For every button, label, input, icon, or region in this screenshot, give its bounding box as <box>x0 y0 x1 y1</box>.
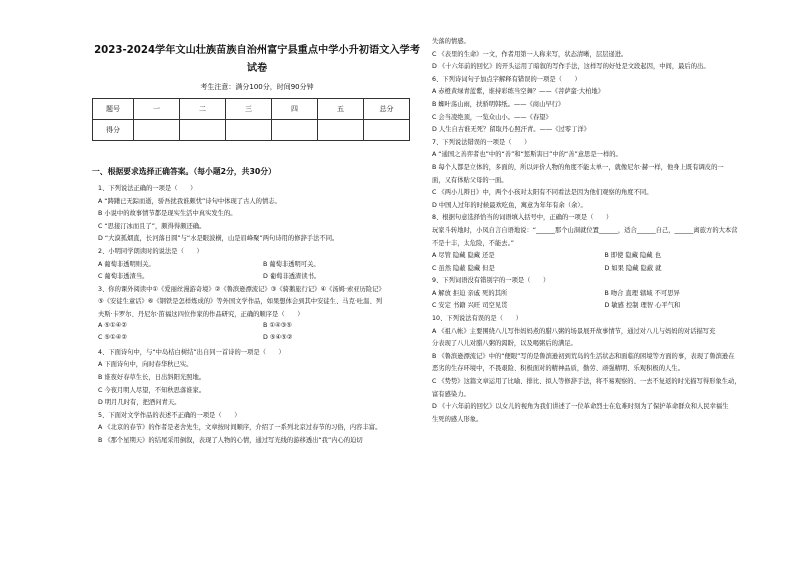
question-line: A “踌躇已无踪而逝，骄吾扰我谁颇忧”诗句中体现了古人的情志。 <box>98 197 281 205</box>
question-line: 玩家斗转地时，小凤自言自语地说：“______那个山洞就位置______，适合______自己，______离旅方的大本营 <box>432 226 738 234</box>
option: A 葡萄非透明则关。 <box>98 260 155 268</box>
option: A 尽管 隐藏 隐藏 还是 <box>432 252 495 260</box>
question-line: 6、下列诗词句子加点字解释有错误的一项是（ ） <box>432 75 581 83</box>
left-questions <box>98 183 428 447</box>
question-line: A 《北京的春节》的作者是老舍先生，文章按时间顺序，介绍了一系列北京过春节的习俗，内容丰富。 <box>98 424 382 432</box>
question-line: B 每个人都是立体的，多面的，所以评价人物的角度不能太单一，就像尼尔·赫一样，他身上既有调皮的一 <box>432 163 724 171</box>
question-line: 分表现了八儿对腊八粥的渴盼，以及喝粥后的满足。 <box>432 340 577 348</box>
option-row <box>432 288 777 301</box>
score-header-cell: 五 <box>318 99 364 120</box>
question-line: 不是十丰，太危险，不能去。” <box>432 239 514 247</box>
question-line: 10、下列说法有误的是（ ） <box>432 315 522 323</box>
question-line: C 今夜月明人尽望，不知秋思落谁家。 <box>98 386 206 394</box>
score-row-label: 得分 <box>93 120 134 141</box>
question-line: ⑤《安徒生童话》⑥《钢铁是怎样炼成的》等外国文学作品，如果想体会到其中安徒生、马克·吐温、列 <box>98 298 383 306</box>
question-line: 9、下列词语没有错别字的一项是（ ） <box>432 277 550 285</box>
option: B 葡萄非透明可关。 <box>263 260 320 268</box>
question-line: A 下面诗句中，向时春华秋已实。 <box>98 361 193 369</box>
option: C 葡萄非透渣当。 <box>98 273 149 281</box>
score-value-row <box>93 120 410 141</box>
option-row <box>98 271 428 284</box>
option: C 虽然 隐蔽 隐藏 但是 <box>432 264 495 272</box>
score-header-cell: 二 <box>180 99 226 120</box>
question-line: D 明月几时有，把酒问青天。 <box>98 399 181 407</box>
option: D 敏感 控制 理智 心平气和 <box>604 302 681 310</box>
score-cell[interactable] <box>318 120 364 141</box>
question-line: 面，又有体贴父母的一面。 <box>432 176 508 184</box>
score-header-cell: 总分 <box>364 99 410 120</box>
question-line: C 《表里的生命》一文，作者用第一人称来写，状态清晰，层层递进。 <box>432 50 628 58</box>
question-line: D 人生自古谁无死？留取丹心照汗青。——《过零丁洋》 <box>432 126 590 134</box>
question-line: B 蜘叶荡山雨，扶骄明韩纸。——《商山早行》 <box>432 100 565 108</box>
option-row <box>98 322 428 335</box>
option: B ①④③⑤ <box>263 321 292 329</box>
question-line: 恶劣的生存环境中，不畏艰险、积极面对的精神品质，勤劳、顽强精明、乐观积极的人生。 <box>432 365 684 373</box>
question-line: 失落的情感。 <box>432 38 470 45</box>
question-line: C “思接汀冰而且了”，颇得得颇还确。 <box>98 222 206 230</box>
option: D 如果 隐藏 隐蔽 就 <box>604 264 662 272</box>
question-line: B 谁夜好春草生长，日出斜阳光照地。 <box>98 373 206 381</box>
question-line: 8、根据句意选择恰当的词语填入括号中，正确的一项是（ ） <box>432 214 613 222</box>
question-line: 富有感染力。 <box>432 390 470 398</box>
option-row <box>432 300 777 313</box>
question-line: 7、下列说法错误的一项是（ ） <box>432 138 531 146</box>
option-row <box>432 263 777 276</box>
option-row <box>432 250 777 263</box>
score-header-cell: 题号 <box>93 99 134 120</box>
option-row <box>98 334 428 347</box>
option: C 安定 书籍 兴旺 司空见贯 <box>432 302 508 310</box>
score-table <box>92 98 410 141</box>
question-line: C 《两小儿辩日》中，两个小孩对太阳有不同看法是因为他们观察的角度不同。 <box>432 189 653 197</box>
question-line: A 赤橙黄绿青蓝紫，谁持彩练当空舞？——《菩萨蛮·大柏地》 <box>432 88 605 96</box>
score-header-row <box>93 99 410 120</box>
score-header-cell: 四 <box>272 99 318 120</box>
score-cell[interactable] <box>134 120 180 141</box>
question-line: 4、下面诗句中，与“中岛桔白树结”出自同一首诗的一项是（ ） <box>98 348 285 356</box>
option-row <box>98 259 428 272</box>
section-heading: 一、根据要求选择正确答案。（每小题2分，共30分） <box>92 167 276 176</box>
question-line: 1、下列说法正确的一项是（ ） <box>98 185 197 192</box>
question-line: B 《鲁滨逊漂流记》中的“便眼”写的是鲁滨逊初到荒岛的生活状态和面临的困境等方面的事，表现了鲁滨逊在 <box>432 352 735 360</box>
question-line: A “通国之善弈者也”中的“善”和“惩斯害曰”中的“善”意思是一样的。 <box>432 151 622 159</box>
right-questions <box>432 36 777 426</box>
question-line: 夫斯·卡罗尔、丹尼尔·笛福这四位作家的作品研究，正确的顺序是（ ） <box>98 310 304 318</box>
question-line: B 小说中的故事情节都是现实生活中真实发生的。 <box>98 210 237 218</box>
option: D ⑤④⑤② <box>263 334 293 342</box>
question-line: A 《祖八帐》主要围绕八儿写作妈妈煮的腊八粥的场景展开故事情节，通过对八儿与妈妈的对话描写充 <box>432 327 716 335</box>
question-line: D 《十六年前的回忆》以女儿的视角为我们讲述了一位革命烈士在危难时刻为了保护革命群众和人民幸福生 <box>432 403 729 411</box>
question-line: D 中国人过年的时候最欢吃鱼，寓意为年年有余（余）。 <box>432 201 587 209</box>
score-cell[interactable] <box>272 120 318 141</box>
question-line: C 会当凌绝顶，一览众山小。——《春望》 <box>432 113 552 121</box>
question-line: B 《那个星期天》的结尾采用倒叙，表现了人物的心情，通过写光线的游移透出“我”内心的迫切 <box>98 436 363 444</box>
question-line: 5、下面对文学作品的表述不正确的一项是（ ） <box>98 411 241 419</box>
score-cell[interactable] <box>364 120 410 141</box>
option: C ⑤①④② <box>98 334 127 342</box>
option: D 葡萄非透渣读书。 <box>263 273 321 281</box>
option: B 即使 隐藏 隐藏 也 <box>604 252 661 260</box>
exam-note: 考生注意：满分100分，时间90分钟 <box>200 83 314 91</box>
score-header-cell: 三 <box>226 99 272 120</box>
option: A ⑤①④② <box>98 321 127 329</box>
question-line: C 《势势》这篇文章运用了比喻、排比、拟人等修辞手法，将不易观察的、一去不复返的时光描写得形象生动， <box>432 378 741 386</box>
question-line: 生死的感人形象。 <box>432 415 483 423</box>
question-line: D 《十六年前的回忆》的开头运用了暗叙的写作手法，这样写的好处是文段起因，中间，最后的出。 <box>432 63 710 71</box>
option: A 解放 拒迫 亲戚 死的其所 <box>432 289 508 297</box>
score-cell[interactable] <box>226 120 272 141</box>
option: B 吻合 直理 辖域 不可思异 <box>604 289 680 297</box>
question-line: D “大漠孤烟直，长河落日圆”与“水是眼波横，山是眉峰聚”两句诗用的修辞手法不同。 <box>98 235 339 243</box>
question-line: 2、小明同学朗读时的说法是（ ） <box>98 247 203 255</box>
score-cell[interactable] <box>180 120 226 141</box>
exam-title: 2023-2024学年文山壮族苗族自治州富宁县重点中学小升初语文入学考试卷 <box>94 45 420 74</box>
question-line: 3、你的课外阅读中①《爱丽丝漫游奇境》②《鲁滨逊漂流记》③《骑鹅旅行记》④《汤姆·索亚历险记》 <box>98 285 385 293</box>
score-header-cell: 一 <box>134 99 180 120</box>
